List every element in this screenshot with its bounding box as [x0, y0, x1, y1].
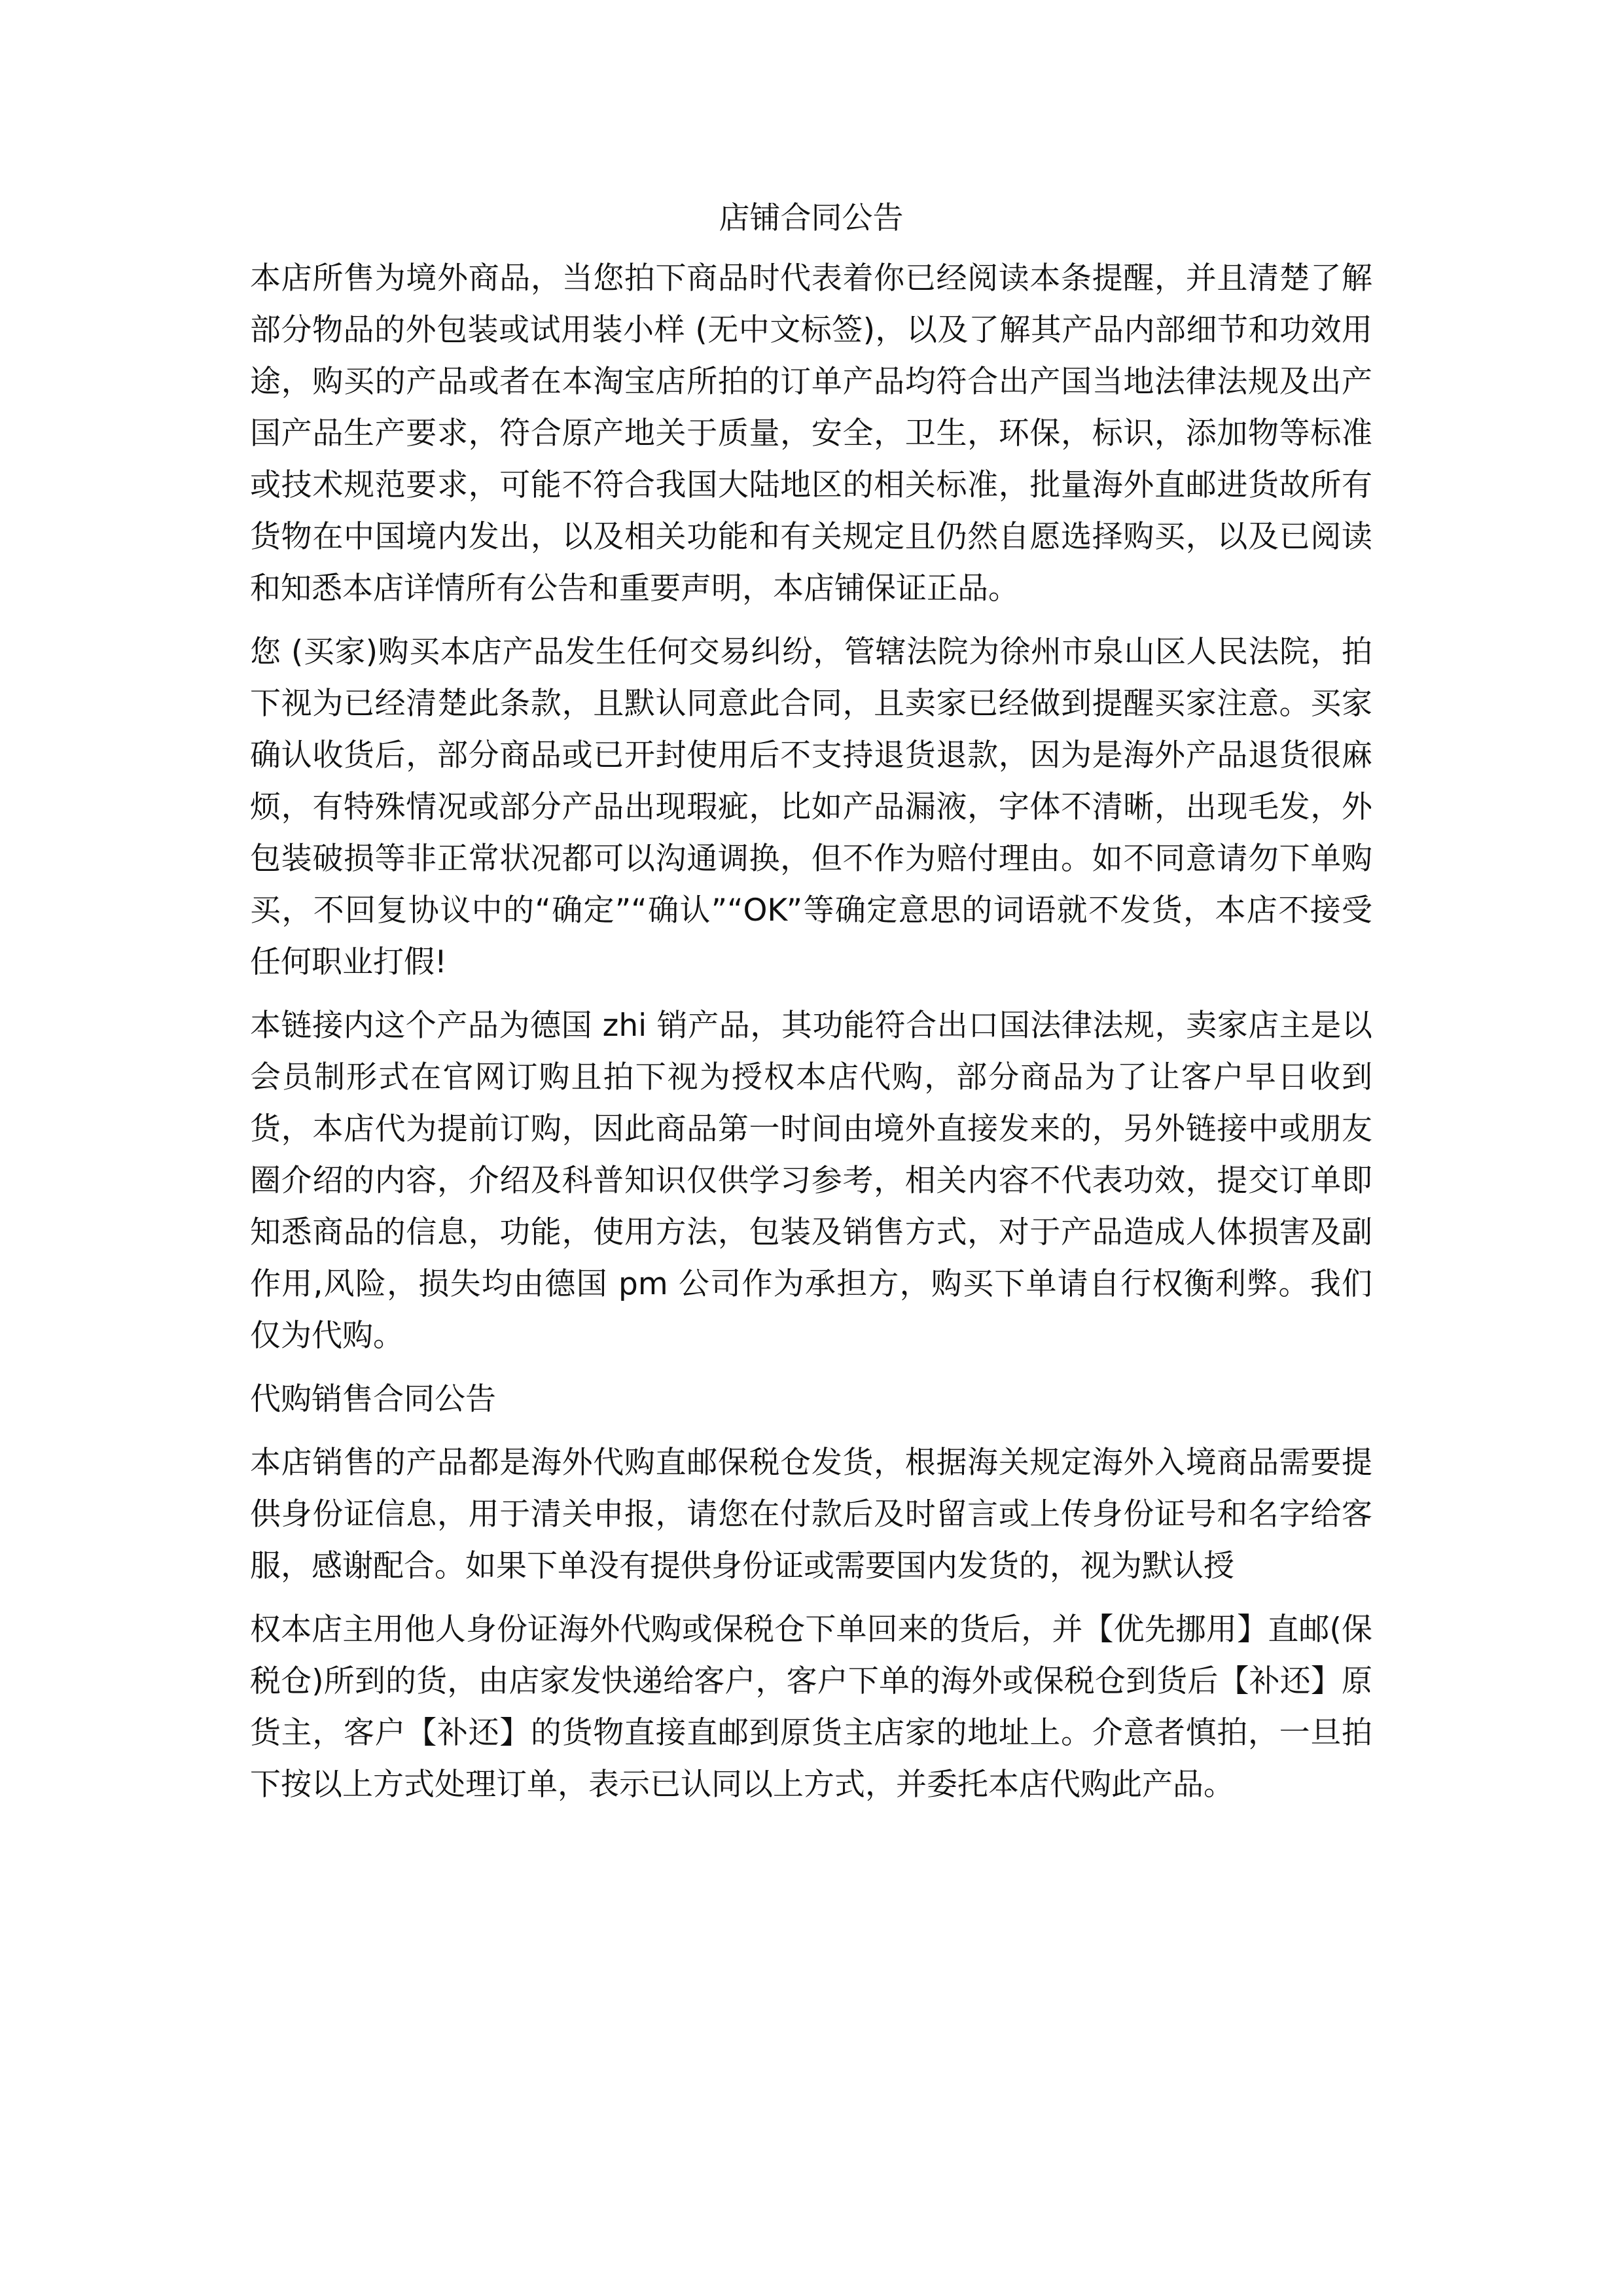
paragraph-customs-id-notice: 本店销售的产品都是海外代购直邮保税仓发货，根据海关规定海外入境商品需要提供身份证信息，用于清关申报，请您在付款后及时留言或上传身份证号和名字给客服，感谢配合。如果下单没有提供身份证或需要国内发货的，视为默认授 [250, 1445, 1372, 1584]
paragraph-authorization-terms: 权本店主用他人身份证海外代购或保税仓下单回来的货后，并【优先挪用】直邮(保税仓)所到的货，由店家发快递给客户，客户下单的海外或保税仓到货后【补还】原货主，客户【补还】的货物直接直邮到原货主店家的地址上。介意者慎拍，一旦拍下按以上方式处理订单，表示已认同以上方式，并委托本店代购此产品。 [250, 1612, 1372, 1803]
paragraph-overseas-goods-notice: 本店所售为境外商品，当您拍下商品时代表着你已经阅读本条提醒，并且清楚了解部分物品的外包装或试用装小样 (无中文标签)，以及了解其产品内部细节和功效用途，购买的产品或者在本淘宝店所拍的订单产品均符合出产国当地法律法规及出产国产品生产要求，符合原产地关于质量，安全，卫生，环保，标识，添加物等标准或技术规范要求，可能不符合我国大陆地区的相关标准，批量海外直邮进货故所有货物在中国境内发出，以及相关功能和有关规定且仍然自愿选择购买，以及已阅读和知悉本店详情所有公告和重要声明，本店铺保证正品。 [250, 260, 1372, 607]
document-page [250, 188, 1372, 1822]
paragraph-purchasing-agent-notice: 本链接内这个产品为德国 zhi 销产品，其功能符合出口国法律法规，卖家店主是以会员制形式在官网订购且拍下视为授权本店代购，部分商品为了让客户早日收到货，本店代为提前订购，因此商品第一时间由境外直接发来的，另外链接中或朋友圈介绍的内容，介绍及科普知识仅供学习参考，相关内容不代表功效，提交订单即知悉商品的信息，功能，使用方法，包装及销售方式，对于产品造成人体损害及副作用,风险，损失均由德国 pm 公司作为承担方，购买下单请自行权衡利弊。我们仅为代购。 [250, 1008, 1372, 1354]
paragraph-dispute-terms: 您 (买家)购买本店产品发生任何交易纠纷，管辖法院为徐州市泉山区人民法院，拍下视为已经清楚此条款，且默认同意此合同，且卖家已经做到提醒买家注意。买家确认收货后，部分商品或已开封使用后不支持退货退款，因为是海外产品退货很麻烦，有特殊情况或部分产品出现瑕疵，比如产品漏液，字体不清晰，出现毛发，外包装破损等非正常状况都可以沟通调换，但不作为赔付理由。如不同意请勿下单购买，不回复协议中的“确定”“确认”“OK”等确定意思的词语就不发货，本店不接受任何职业打假! [250, 634, 1372, 980]
document-title: 店铺合同公告 [719, 200, 904, 236]
section-heading: 代购销售合同公告 [250, 1381, 496, 1417]
